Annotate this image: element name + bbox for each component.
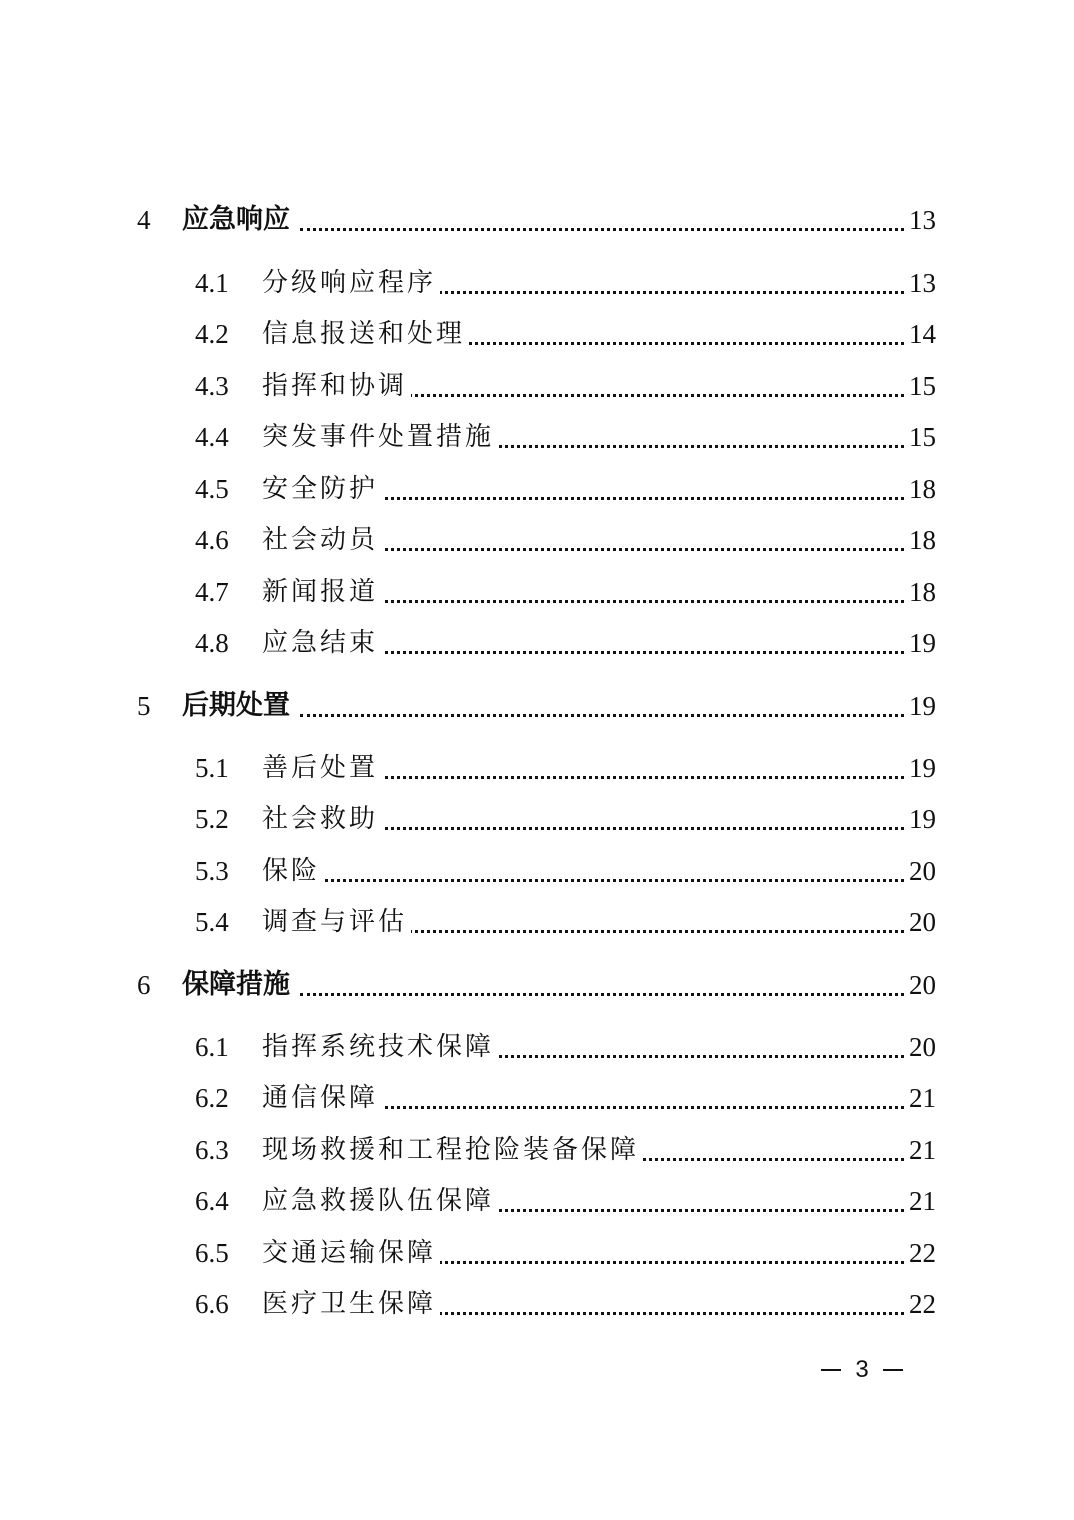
toc-title: 新闻报道 (262, 572, 382, 612)
toc-number: 4.6 (195, 525, 229, 555)
toc-page-number: 21 (905, 1078, 936, 1118)
dot-leader (300, 993, 904, 996)
toc-section-row[interactable] (0, 1130, 1074, 1170)
toc-page-number: 19 (905, 748, 936, 788)
toc-title: 信息报送和处理 (262, 314, 469, 354)
toc-section-row[interactable] (0, 469, 1074, 509)
toc-page-number: 19 (905, 799, 936, 839)
toc-title: 调查与评估 (262, 902, 411, 942)
toc-number: 4.8 (195, 628, 229, 658)
dot-leader (300, 548, 904, 551)
toc-section-row[interactable] (0, 572, 1074, 612)
toc-page-number: 20 (905, 902, 936, 942)
toc-number: 4.1 (195, 268, 229, 298)
toc-title: 社会动员 (262, 520, 382, 560)
toc-number: 4 (137, 205, 151, 235)
toc-page-number: 13 (905, 263, 936, 303)
toc-section-row[interactable] (0, 1078, 1074, 1118)
toc-page-number: 14 (905, 314, 936, 354)
dot-leader (300, 600, 904, 603)
toc-number: 5.2 (195, 804, 229, 834)
toc-page-number: 20 (905, 1027, 936, 1067)
dot-leader (300, 827, 904, 830)
toc-number: 4.7 (195, 577, 229, 607)
toc-section-row[interactable] (0, 366, 1074, 406)
toc-title: 指挥系统技术保障 (262, 1027, 498, 1067)
toc-number: 6.1 (195, 1032, 229, 1062)
toc-title: 突发事件处置措施 (262, 417, 498, 457)
toc-chapter-row[interactable] (0, 200, 1074, 240)
left-dash (821, 1369, 841, 1371)
dot-leader (300, 879, 904, 882)
toc-section-row[interactable] (0, 1233, 1074, 1273)
toc-number: 6.2 (195, 1083, 229, 1113)
page-number-text: 3 (855, 1356, 869, 1383)
toc-title: 善后处置 (262, 748, 382, 788)
toc-section-row[interactable] (0, 1027, 1074, 1067)
toc-chapter-row[interactable] (0, 686, 1074, 726)
toc-page-number: 15 (905, 366, 936, 406)
toc-section-row[interactable] (0, 520, 1074, 560)
toc-title: 社会救助 (262, 799, 382, 839)
toc-title: 应急响应 (182, 200, 294, 240)
toc-title: 通信保障 (262, 1078, 382, 1118)
toc-title: 分级响应程序 (262, 263, 440, 303)
toc-page-number: 20 (905, 965, 936, 1005)
dot-leader (300, 497, 904, 500)
toc-section-row[interactable] (0, 1181, 1074, 1221)
toc-page-number: 18 (905, 520, 936, 560)
toc-title: 后期处置 (182, 686, 294, 726)
toc-title: 安全防护 (262, 469, 382, 509)
toc-number: 6 (137, 970, 151, 1000)
toc-title: 医疗卫生保障 (262, 1284, 440, 1324)
toc-number: 5.4 (195, 907, 229, 937)
toc-number: 4.5 (195, 474, 229, 504)
dot-leader (300, 1106, 904, 1109)
toc-section-row[interactable] (0, 799, 1074, 839)
toc-title: 现场救援和工程抢险装备保障 (262, 1130, 643, 1170)
toc-number: 4.4 (195, 422, 229, 452)
toc-section-row[interactable] (0, 902, 1074, 942)
toc-number: 5.1 (195, 753, 229, 783)
toc-page-number: 20 (905, 851, 936, 891)
toc-title: 应急救援队伍保障 (262, 1181, 498, 1221)
dot-leader (300, 228, 904, 231)
toc-section-row[interactable] (0, 314, 1074, 354)
toc-number: 6.4 (195, 1186, 229, 1216)
toc-page-number: 15 (905, 417, 936, 457)
toc-number: 6.5 (195, 1238, 229, 1268)
toc-number: 5.3 (195, 856, 229, 886)
toc-page-number: 19 (905, 686, 936, 726)
toc-section-row[interactable] (0, 851, 1074, 891)
toc-title: 保障措施 (182, 965, 294, 1005)
toc-number: 6.3 (195, 1135, 229, 1165)
page-footer-number (819, 1352, 905, 1388)
toc-title: 保险 (262, 851, 324, 891)
dot-leader (300, 651, 904, 654)
dot-leader (300, 776, 904, 779)
dot-leader (300, 714, 904, 717)
toc-section-row[interactable] (0, 263, 1074, 303)
toc-page-number: 22 (905, 1284, 936, 1324)
toc-page-number: 22 (905, 1233, 936, 1273)
toc-section-row[interactable] (0, 417, 1074, 457)
toc-page-number: 21 (905, 1130, 936, 1170)
toc-chapter-row[interactable] (0, 965, 1074, 1005)
toc-page-number: 18 (905, 469, 936, 509)
toc-page-number: 18 (905, 572, 936, 612)
toc-title: 指挥和协调 (262, 366, 411, 406)
toc-number: 6.6 (195, 1289, 229, 1319)
toc-number: 4.3 (195, 371, 229, 401)
toc-section-row[interactable] (0, 1284, 1074, 1324)
toc-number: 4.2 (195, 319, 229, 349)
toc-page-number: 21 (905, 1181, 936, 1221)
toc-page-number: 13 (905, 200, 936, 240)
right-dash (883, 1369, 903, 1371)
toc-page-number: 19 (905, 623, 936, 663)
toc-title: 交通运输保障 (262, 1233, 440, 1273)
toc-section-row[interactable] (0, 748, 1074, 788)
toc-section-row[interactable] (0, 623, 1074, 663)
toc-number: 5 (137, 691, 151, 721)
toc-title: 应急结束 (262, 623, 382, 663)
